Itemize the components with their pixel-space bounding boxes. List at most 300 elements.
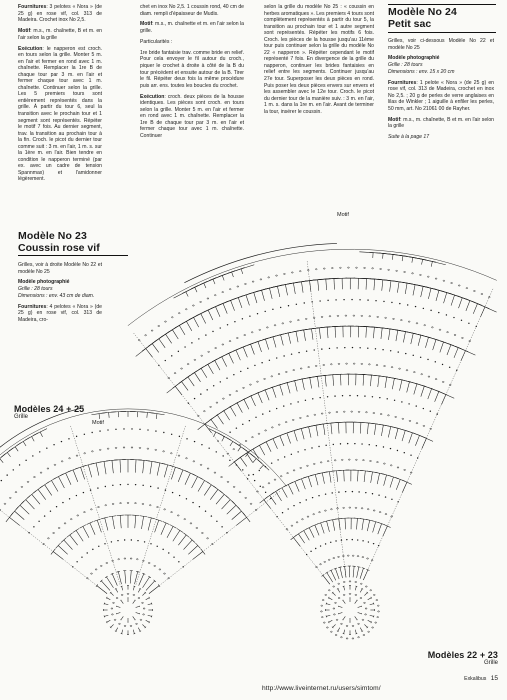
chain-mark — [115, 447, 117, 448]
chain-mark — [397, 467, 399, 468]
chain-mark — [250, 503, 252, 504]
slip-mark — [427, 359, 428, 360]
chain-mark — [216, 402, 218, 403]
chain-mark — [364, 267, 366, 268]
stitch-mark — [213, 279, 215, 284]
slip-mark — [291, 454, 292, 455]
stitch-mark — [381, 328, 382, 339]
stitch-mark — [288, 484, 293, 494]
chain-mark — [77, 515, 79, 516]
segment-divider — [307, 260, 346, 578]
stitch-mark — [148, 604, 152, 605]
slip-mark — [97, 487, 98, 488]
chain-mark — [105, 505, 107, 506]
slip-mark — [92, 549, 93, 550]
stitch-mark — [116, 612, 120, 613]
slip-mark — [260, 486, 261, 487]
slip-mark — [157, 546, 158, 547]
slip-mark — [191, 342, 192, 343]
stitch-mark — [23, 441, 26, 446]
chain-mark — [447, 332, 449, 333]
slip-mark — [199, 506, 200, 507]
chain-mark — [196, 527, 198, 528]
footer-url: http://www.liveinternet.ru/users/simtom/ — [262, 685, 381, 692]
stitch-mark — [422, 259, 423, 264]
slip-mark — [372, 396, 373, 397]
stitch-mark — [355, 586, 356, 590]
stitch-mark — [232, 272, 234, 277]
chain-mark — [260, 279, 262, 280]
paragraph-label: Modèle photographié — [18, 279, 70, 286]
stitch-mark — [230, 407, 236, 417]
chain-mark — [337, 315, 339, 316]
chain-mark — [284, 273, 286, 274]
slip-mark — [220, 381, 221, 382]
stitch-mark — [411, 333, 413, 344]
stitch-mark — [360, 422, 361, 433]
slip-mark — [320, 545, 321, 546]
chain-mark — [286, 529, 288, 530]
stitch-mark — [402, 256, 403, 261]
chain-mark — [290, 321, 292, 322]
stitch-mark — [338, 567, 341, 568]
stitch-mark — [152, 343, 159, 352]
chain-mark — [336, 619, 338, 620]
chain-mark — [328, 590, 330, 591]
stitch-mark — [97, 520, 101, 532]
slip-mark — [111, 541, 112, 542]
stitch-mark — [121, 600, 123, 603]
slip-mark — [265, 492, 266, 493]
chain-mark — [214, 295, 216, 296]
paragraph-text: Particularités : — [140, 38, 173, 45]
stitch-mark — [329, 620, 333, 622]
slip-mark — [293, 505, 294, 506]
paragraph-text: : 1 pelote « Nora » (de 25 g) en rose vif, col. 313 de Madeira, crochet en inox No 2,5. ; 20 g de perles de verre anglaises en lilas de Winkler ; 1 aiguille à enfiler les perles, 50 mm, art. No 21061 00 de Rayher. — [388, 79, 494, 112]
stitch-mark — [273, 439, 278, 449]
stitch-mark — [104, 461, 106, 474]
stitch-mark — [83, 526, 89, 537]
slip-mark — [397, 450, 398, 451]
slip-mark — [325, 543, 326, 544]
stitch-mark — [243, 347, 247, 357]
stitch-mark — [213, 432, 215, 437]
stitch-mark — [454, 347, 458, 357]
stitch-mark — [390, 477, 393, 488]
chain-mark — [282, 323, 284, 324]
slip-mark — [84, 434, 85, 435]
stitch-mark — [0, 458, 3, 462]
slip-mark — [376, 445, 377, 446]
chain-mark — [320, 462, 322, 463]
stitch-mark — [343, 600, 345, 603]
chain-mark — [380, 413, 382, 414]
chain-mark — [155, 449, 157, 450]
stitch-mark — [338, 628, 340, 632]
chain-mark — [121, 594, 123, 595]
stitch-mark — [440, 342, 444, 353]
slip-mark — [227, 324, 228, 325]
slip-mark — [456, 370, 457, 371]
stitch-mark — [421, 286, 423, 297]
stitch-mark — [333, 520, 335, 531]
stitch-mark — [343, 616, 345, 619]
chain-mark — [271, 376, 273, 377]
slip-mark — [76, 561, 77, 562]
stitch-mark — [277, 286, 279, 297]
slip-mark — [124, 539, 125, 540]
stitch-mark — [146, 581, 155, 591]
chain-mark — [114, 619, 116, 620]
chain-mark — [119, 623, 121, 624]
chain-mark — [396, 270, 398, 271]
chain-mark — [142, 602, 144, 603]
slip-mark — [335, 299, 336, 300]
slip-mark — [186, 498, 187, 499]
stitch-mark — [381, 425, 383, 436]
chain-mark — [200, 301, 202, 302]
stitch-mark — [201, 368, 207, 378]
slip-mark — [288, 305, 289, 306]
stitch-mark — [364, 593, 367, 596]
chain-mark — [148, 562, 150, 563]
heading-modeles-24-25-subtitle: Grille — [14, 414, 29, 420]
stitch-mark — [262, 290, 265, 301]
chain-mark — [236, 391, 238, 392]
slip-mark — [206, 389, 207, 390]
slip-mark — [343, 299, 344, 300]
slip-mark — [367, 348, 368, 349]
stitch-mark — [326, 604, 330, 605]
slip-mark — [383, 301, 384, 302]
heading-modeles-24-25-title: Modèles 24 + 25 — [14, 404, 85, 414]
stitch-mark — [33, 429, 47, 436]
stitch-mark — [335, 326, 336, 337]
chain-mark — [299, 417, 301, 418]
chain-mark — [265, 430, 267, 431]
stitch-mark — [14, 511, 24, 520]
stitch-mark — [402, 480, 412, 484]
stitch-mark — [377, 473, 379, 484]
chain-mark — [145, 335, 147, 336]
stitch-mark — [101, 581, 110, 591]
motif-bracket — [184, 243, 337, 282]
paragraph-text: Grilles, voir à droite Modèle No 22 et modèle No 25 — [18, 262, 102, 275]
chain-mark — [378, 611, 380, 612]
chain-mark — [135, 503, 137, 504]
paragraph-label: Fournitures — [388, 79, 417, 86]
chain-mark — [412, 273, 414, 274]
chain-mark — [325, 510, 327, 511]
stitch-mark — [142, 593, 145, 596]
chain-mark — [343, 507, 345, 508]
slip-mark — [179, 495, 180, 496]
stitch-mark — [73, 528, 79, 532]
paragraph-text: 1re bride fantaisie trav. comme bride en relief. Pour cela envoyer le fil autour du croch., piquer le crochet à droite à côté de la B du tour précédent et ensuite autour de la B. Tirer le fil. Répéter deux fois la même procédure puis arr. ens. toutes les boucles du crochet. — [140, 49, 244, 89]
outer-arc — [128, 249, 497, 325]
stitch-mark — [195, 287, 197, 292]
chain-mark — [257, 381, 259, 382]
chain-mark — [349, 581, 351, 582]
stitch-mark — [301, 282, 303, 293]
stitch-mark — [161, 523, 166, 535]
chain-mark — [373, 594, 375, 595]
stitch-mark — [105, 518, 108, 531]
stitch-mark — [111, 624, 114, 627]
stitch-mark — [222, 436, 225, 441]
chain-mark — [345, 315, 347, 316]
slip-mark — [352, 539, 353, 540]
chain-mark — [315, 269, 317, 270]
slip-mark — [349, 395, 350, 396]
stitch-mark — [374, 424, 376, 435]
chain-mark — [391, 516, 393, 517]
slip-mark — [144, 541, 145, 542]
chain-mark — [319, 512, 321, 513]
chain-mark — [353, 363, 355, 364]
slip-mark — [333, 444, 334, 445]
stitch-mark — [338, 606, 342, 607]
stitch-mark — [355, 600, 357, 603]
chain-mark — [488, 297, 490, 298]
slip-mark — [290, 403, 291, 404]
chain-mark — [352, 555, 354, 556]
stitch-mark — [118, 572, 121, 585]
grille-modeles-22-23 — [128, 243, 497, 639]
slip-mark — [372, 493, 373, 494]
chain-mark — [21, 486, 23, 487]
slip-mark — [220, 327, 221, 328]
paragraph-line: Dimensions : env. 43 cm de diam. — [18, 292, 95, 299]
chain-mark — [221, 476, 223, 477]
stitch-mark — [333, 375, 334, 386]
chain-mark — [409, 420, 411, 421]
stitch-mark — [229, 353, 234, 363]
stitch-mark — [322, 473, 324, 484]
chain-mark — [124, 558, 126, 559]
stitch-mark — [459, 298, 463, 309]
slip-mark — [62, 502, 63, 503]
stitch-mark — [370, 615, 374, 616]
chain-mark — [366, 412, 368, 413]
stitch-mark — [87, 522, 94, 525]
chain-mark — [222, 344, 224, 345]
slip-mark — [359, 347, 360, 348]
slip-mark — [283, 405, 284, 406]
chain-mark — [373, 510, 375, 511]
chain-mark — [229, 341, 231, 342]
slip-mark — [242, 424, 243, 425]
stitch-mark — [378, 524, 382, 535]
chain-mark — [355, 594, 357, 595]
chain-mark — [207, 468, 209, 469]
slip-mark — [280, 307, 281, 308]
chain-mark — [466, 288, 468, 289]
slip-mark — [276, 408, 277, 409]
chain-mark — [323, 268, 325, 269]
slip-mark — [201, 444, 202, 445]
stitch-mark — [104, 604, 108, 605]
stitch-mark — [337, 471, 338, 482]
stitch-mark — [335, 568, 339, 579]
stitch-mark — [217, 415, 223, 424]
stitch-mark — [357, 567, 359, 578]
chain-mark — [53, 532, 55, 533]
stitch-mark — [243, 513, 250, 522]
slip-mark — [437, 413, 438, 414]
stitch-mark — [354, 518, 361, 519]
stitch-mark — [215, 306, 220, 316]
stitch-mark — [238, 297, 242, 308]
slip-mark — [44, 515, 45, 516]
stitch-mark — [318, 280, 319, 291]
stitch-mark — [325, 572, 328, 574]
chain-mark — [343, 594, 345, 595]
stitch-mark — [232, 511, 242, 520]
slip-mark — [249, 315, 250, 316]
slip-mark — [261, 362, 262, 363]
slip-mark — [147, 429, 148, 430]
segment-divider — [363, 288, 493, 580]
stitch-mark — [378, 522, 385, 524]
chain-mark — [329, 316, 331, 317]
stitch-mark — [133, 630, 134, 634]
slip-mark — [32, 455, 33, 456]
slip-mark — [69, 498, 70, 499]
slip-mark — [407, 304, 408, 305]
paragraph-text: Suite à la page 17 — [388, 134, 430, 141]
stitch-mark — [241, 269, 243, 274]
stitch-mark — [473, 303, 477, 313]
slip-mark — [385, 496, 386, 497]
chain-mark — [47, 468, 49, 469]
slip-mark — [291, 353, 292, 354]
paragraph-text: : m.s., m. chaînette, B et m. en l'air selon la grille — [18, 28, 102, 41]
stitch-mark — [345, 518, 346, 529]
stitch-mark — [344, 586, 345, 590]
stitch-mark — [334, 278, 335, 289]
slip-mark — [173, 556, 174, 557]
stitch-mark — [136, 571, 139, 572]
chain-mark — [353, 315, 355, 316]
slip-mark — [226, 377, 227, 378]
stitch-mark — [179, 325, 185, 335]
slip-mark — [306, 351, 307, 352]
stitch-mark — [293, 283, 295, 294]
stitch-mark — [130, 571, 131, 584]
slip-mark — [327, 396, 328, 397]
chain-mark — [474, 290, 476, 291]
stitch-mark — [333, 593, 336, 596]
slip-mark — [142, 485, 143, 486]
slip-mark — [83, 492, 84, 493]
slip-mark — [271, 462, 272, 463]
chain-mark — [324, 561, 326, 562]
chain-mark — [98, 506, 100, 507]
stitch-mark — [125, 571, 126, 584]
slip-mark — [184, 346, 185, 347]
chain-mark — [297, 320, 299, 321]
stitch-mark — [295, 381, 298, 392]
stitch-mark — [259, 445, 264, 455]
chain-mark — [377, 316, 379, 317]
slip-mark — [25, 460, 26, 461]
slip-mark — [229, 460, 230, 461]
chain-mark — [116, 597, 118, 598]
chain-mark — [123, 447, 125, 448]
slip-mark — [312, 497, 313, 498]
slip-mark — [423, 408, 424, 409]
stitch-mark — [296, 532, 302, 536]
slip-mark — [312, 398, 313, 399]
stitch-mark — [178, 535, 186, 545]
slip-mark — [179, 436, 180, 437]
heading-modeles-22-23-title: Modèles 22 + 23 — [427, 650, 498, 660]
chain-mark — [177, 515, 179, 516]
chain-mark — [154, 565, 156, 566]
stitch-mark — [150, 461, 152, 474]
slip-mark — [276, 357, 277, 358]
slip-mark — [56, 506, 57, 507]
chain-mark — [112, 614, 114, 615]
chain-mark — [34, 476, 36, 477]
chain-mark — [334, 460, 336, 461]
chain-mark — [107, 448, 109, 449]
slip-mark — [171, 355, 172, 356]
stitch-mark — [270, 495, 276, 504]
chain-mark — [379, 512, 381, 513]
slip-mark — [135, 484, 136, 485]
slip-mark — [205, 334, 206, 335]
paragraph-text: Grilles, voir ci-dessous Modèle No 22 et modèle No 25 — [388, 38, 494, 51]
slip-mark — [352, 347, 353, 348]
chain-mark — [469, 340, 471, 341]
slip-mark — [216, 451, 217, 452]
slip-mark — [236, 427, 237, 428]
chain-mark — [416, 423, 418, 424]
chain-mark — [408, 321, 410, 322]
stitch-mark — [321, 523, 325, 534]
stitch-mark — [177, 528, 183, 532]
stitch-mark — [143, 577, 150, 588]
paragraph-text: chet en inox No 2,5. 1 coussin rond, 40 cm de diam. rempli d'épaisseur de Mudis. — [140, 4, 244, 17]
stitch-mark — [96, 463, 99, 476]
chain-mark — [278, 373, 280, 374]
chain-mark — [328, 559, 330, 560]
chain-mark — [424, 325, 426, 326]
paragraph-label: Fournitures — [18, 4, 47, 10]
stitch-mark — [193, 317, 198, 327]
chain-mark — [48, 538, 50, 539]
stitch-mark — [326, 615, 330, 616]
stitch-mark — [178, 470, 183, 482]
slip-mark — [150, 486, 151, 487]
slip-mark — [117, 540, 118, 541]
stitch-mark — [374, 279, 375, 290]
chain-mark — [27, 481, 29, 482]
stitch-mark — [111, 593, 114, 596]
paragraph-label: Exécution — [18, 45, 43, 52]
chain-mark — [307, 465, 309, 466]
stitch-mark — [246, 295, 250, 306]
chain-mark — [251, 332, 253, 333]
stitch-mark — [133, 586, 134, 590]
slip-mark — [347, 443, 348, 444]
stitch-mark — [236, 350, 241, 360]
chain-mark — [435, 379, 437, 380]
chain-mark — [435, 278, 437, 279]
chain-mark — [365, 614, 367, 615]
